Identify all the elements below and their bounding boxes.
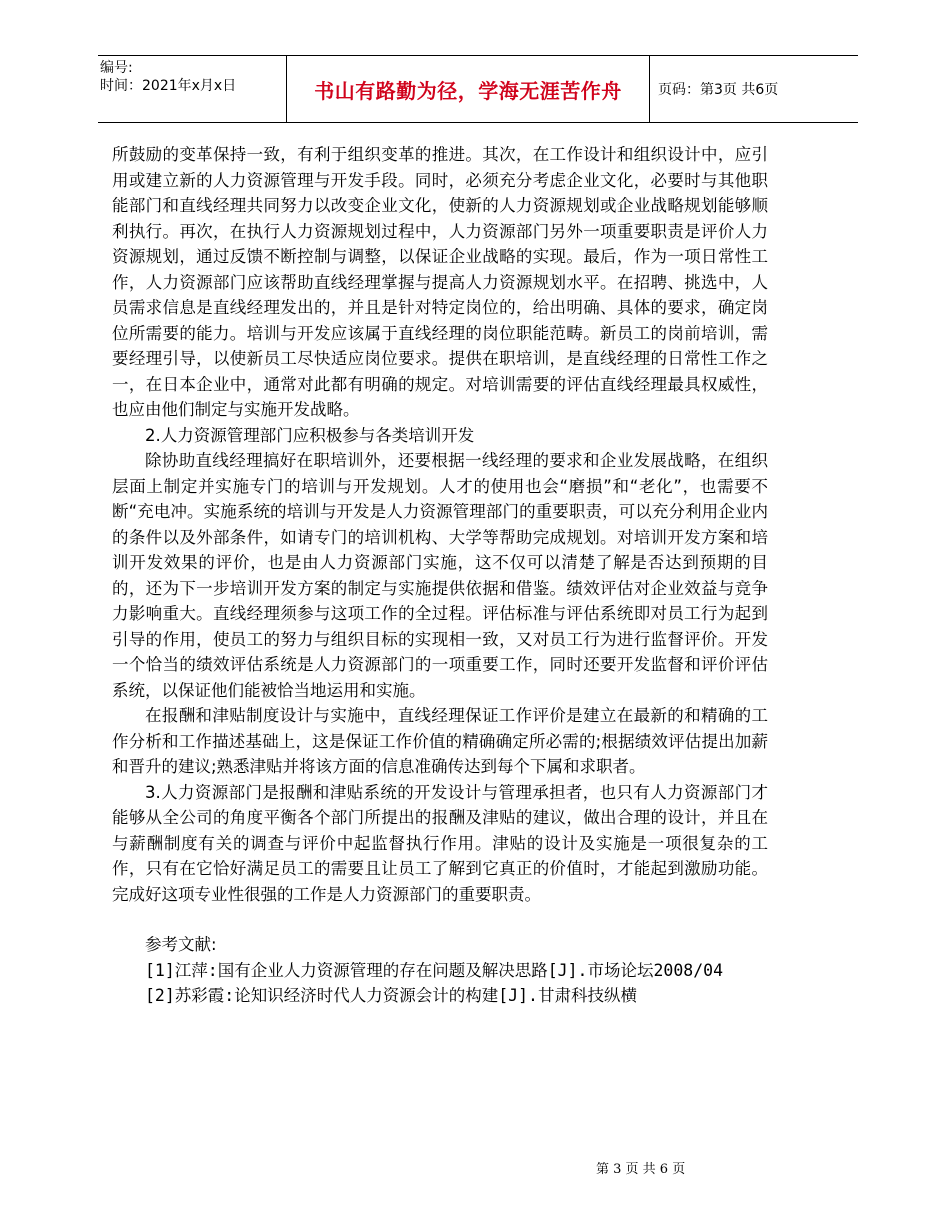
document-date: 时间：2021年x月x日 [100, 78, 237, 94]
body-paragraph: 所鼓励的变革保持一致，有利于组织变革的推进。其次，在工作设计和组织设计中，应引用或建立新的人力资源管理与开发手段。同时，必须充分考虑企业文化，必要时与其他职能部门和直线经理共同努力以改变企业文化，使新的人力资源规划或企业战略规划能够顺利执行。再次，在执行人力资源规划过程中，人力资源部门另外一项重要职责是评价人力资源规划，通过反馈不断控制与调整，以保证企业战略的实现。最后，作为一项日常性工作，人力资源部门应该帮助直线经理掌握与提高人力资源规划水平。在招聘、挑选中，人员需求信息是直线经理发出的，并且是针对特定岗位的，给出明确、具体的要求，确定岗位所需要的能力。培训与开发应该属于直线经理的岗位职能范畴。新员工的岗前培训，需要经理引导，以使新员工尽快适应岗位要求。提供在职培训，是直线经理的日常性工作之一，在日本企业中，通常对此都有明确的规定。对培训需要的评估直线经理最具权威性，也应由他们制定与实施开发战略。 [112, 145, 768, 419]
references-title: 参考文献: [145, 935, 217, 954]
body-paragraph: 除协助直线经理搞好在职培训外，还要根据一线经理的要求和企业发展战略，在组织层面上制定并实施专门的培训与开发规划。人才的使用也会“磨损”和“老化”，也需要不断“充电冲。实施系统的培训与开发是人力资源管理部门的重要职责，可以充分利用企业内的条件以及外部条件，如请专门的培训机构、大学等帮助完成规划。对培训开发方案和培训开发效果的评价，也是由人力资源部门实施，这不仅可以清楚了解是否达到预期的目的，还为下一步培训开发方案的制定与实施提供依据和借鉴。绩效评估对企业效益与竞争力影响重大。直线经理须参与这项工作的全过程。评估标准与评估系统即对员工行为起到引导的作用，使员工的努力与组织目标的实现相一致，又对员工行为进行监督评价。开发一个恰当的绩效评估系统是人力资源部门的一项重要工作，同时还要开发监督和评价评估系统，以保证他们能被恰当地运用和实施。 [112, 451, 768, 700]
header-page-info: 页码：第3页 共6页 [658, 82, 779, 98]
body-paragraph: 3.人力资源部门是报酬和津贴系统的开发设计与管理承担者，也只有人力资源部门才能够从全公司的角度平衡各个部门所提出的报酬及津贴的建议，做出合理的设计，并且在与薪酬制度有关的调查与评价中起监督执行作用。津贴的设计及实施是一项很复杂的工作，只有在它恰好满足员工的需要且让员工了解到它真正的价值时，才能起到激励功能。完成好这项专业性很强的工作是人力资源部门的重要职责。 [112, 782, 768, 904]
page-header [98, 55, 858, 123]
header-motto: 书山有路勤为径，学海无涯苦作舟 [286, 56, 650, 122]
spacer [112, 907, 768, 932]
body-paragraph: 在报酬和津贴制度设计与实施中，直线经理保证工作评价是建立在最新的和精确的工作分析和工作描述基础上，这是保证工作价值的精确确定所必需的;根据绩效评估提出加薪和晋升的建议;熟悉津贴并将该方面的信息准确传达到每个下属和求职者。 [112, 706, 768, 776]
header-meta [100, 59, 236, 95]
section-heading: 2.人力资源管理部门应积极参与各类培训开发 [145, 425, 475, 445]
reference-item: [1]江萍:国有企业人力资源管理的存在问题及解决思路[J].市场论坛2008/04 [145, 960, 724, 980]
document-body [112, 142, 768, 1009]
page-footer: 第 3 页 共 6 页 [596, 1162, 686, 1177]
reference-item: [2]苏彩霞:论知识经济时代人力资源会计的构建[J].甘肃科技纵横 [145, 986, 637, 1005]
document-number-label: 编号: [100, 60, 133, 76]
